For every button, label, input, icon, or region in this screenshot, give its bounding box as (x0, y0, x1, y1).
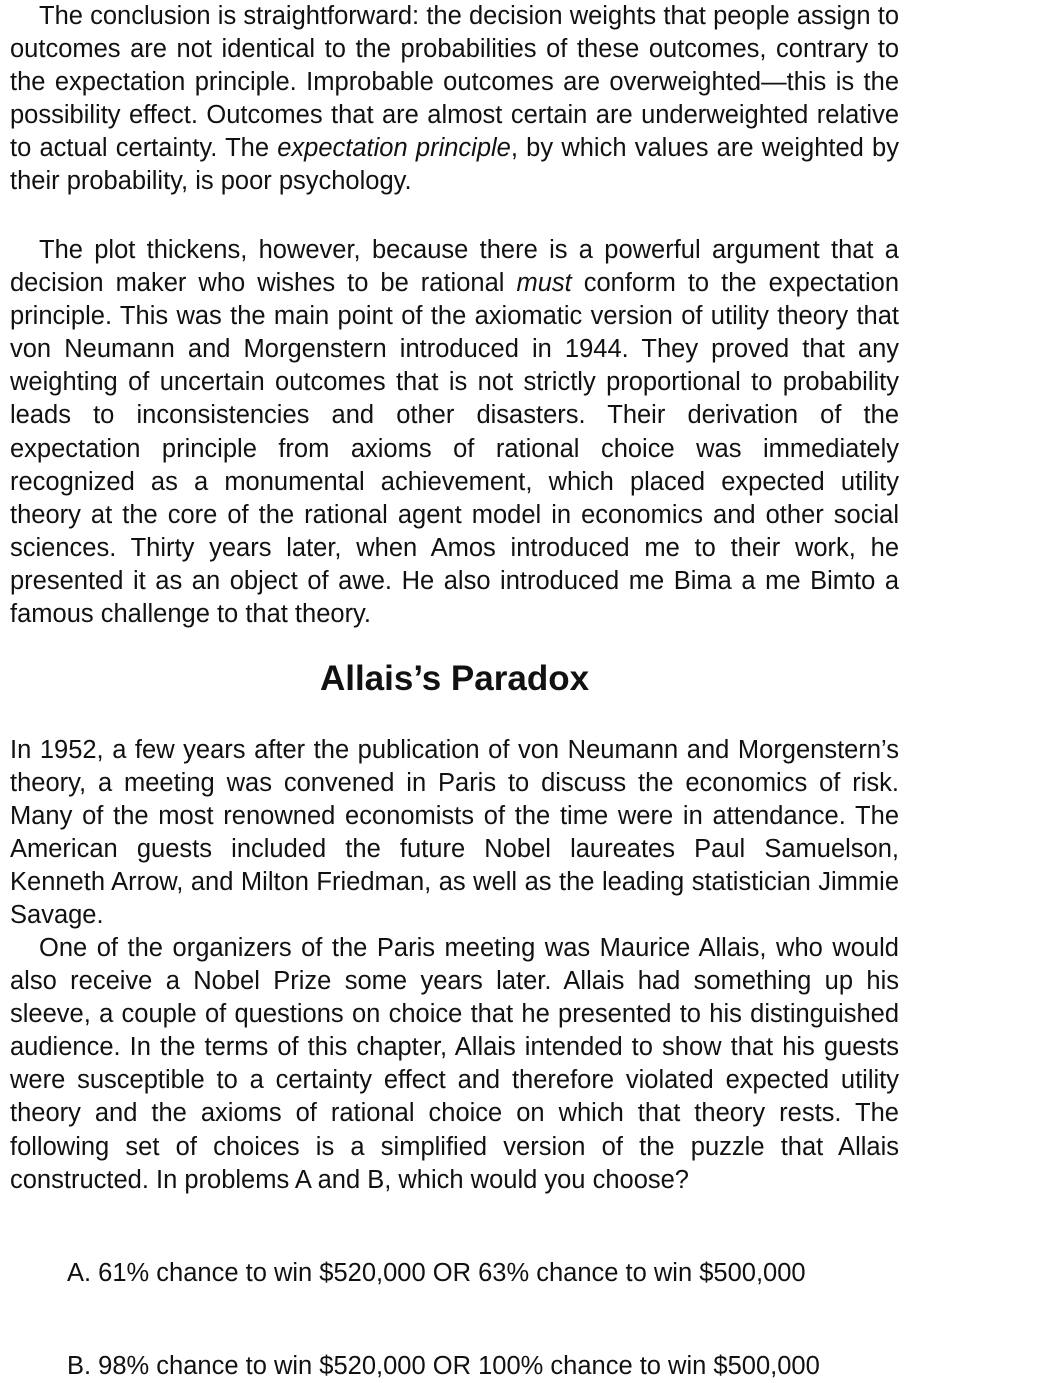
paragraph-conclusion-emphasis: expectation principle (277, 134, 511, 163)
paragraph-plot-thickens-text-2: conform to the expectation principle. This was the main point of the axiomatic version of utility theory that von Neumann and Morgenstern introduced in 1944. They proved that any weighting of uncertain outcomes that is not strictly proportional to probability leads to inconsistencies and other disasters. Their derivation of the expectation principle from axioms of rational choice was immediately recognized as a monumental achievement, which placed expected utility theory at the core of the rational agent model in economics and other social sciences. Thirty years later, when Amos introduced me to their work, he presented it as an object of awe. He also introduced me Bima a me Bimto a famous challenge to that theory. (10, 269, 899, 629)
paragraph-paris-meeting: In 1952, a few years after the publication of von Neumann and Morgenstern’s theory, a meeting was convened in Paris to discuss the economics of risk. Many of the most renowned economists of the time were in attendance. The American guests included the future Nobel laureates Paul Samuelson, Kenneth Arrow, and Milton Friedman, as well as the leading statistician Jimmie Savage. (10, 736, 899, 930)
problem-b: B. 98% chance to win $520,000 OR 100% chance to win $500,000 (67, 1352, 820, 1380)
paragraph-plot-thickens-text-1: The plot thickens, however, because there is a powerful argument that a decision maker who wishes to be rational (10, 236, 899, 298)
paragraph-plot-thickens-emphasis: must (516, 269, 572, 298)
paragraph-conclusion (10, 0, 899, 199)
section-heading: Allais’s Paradox (319, 659, 590, 698)
problem-a: A. 61% chance to win $520,000 OR 63% chance to win $500,000 (67, 1259, 806, 1287)
paragraph-conclusion-text-1: The conclusion is straightforward: the decision weights that people assign to outcomes are not identical to the probabilities of these outcomes, contrary to the expectation principle. Improbable outcomes are overweighted—this is the possibility effect. Outcomes that are almost certain are underweighted relative to actual certainty. The (10, 2, 899, 163)
paragraph-plot-thickens (10, 234, 899, 631)
paragraph-allais-questions: One of the organizers of the Paris meeting was Maurice Allais, who would also receive a Nobel Prize some years later. Allais had something up his sleeve, a couple of questions on choice that he presented to his distinguished audience. In the terms of this chapter, Allais intended to show that his guests were susceptible to a certainty effect and therefore violated expected utility theory and the axioms of rational choice on which that theory rests. The following set of choices is a simplified version of the puzzle that Allais constructed. In problems A and B, which would you choose? (10, 934, 899, 1194)
paragraph-conclusion-text-2: , by which values are weighted by their probability, is poor psychology. (10, 134, 899, 196)
